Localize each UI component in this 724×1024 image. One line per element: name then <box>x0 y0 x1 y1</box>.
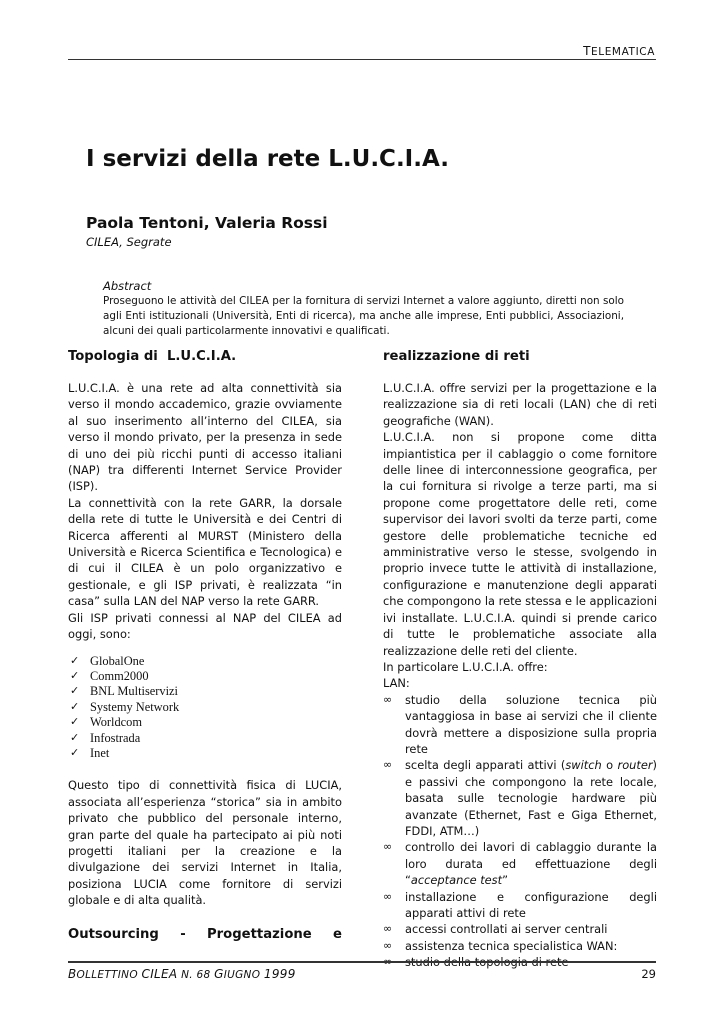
paragraph: L.U.C.I.A. è una rete ad alta connettività sia verso il mondo accademico, grazie ovviamente al suo inserimento all’interno del CILEA, sia verso il mondo privato, per la presenza in sede di uno dei più ricchi punti di accesso italiani (NAP) tra differenti Internet Service Provider (ISP). <box>68 381 342 494</box>
paragraph: L.U.C.I.A. non si propone come ditta impiantistica per il cablaggio o come fornitore delle linee di interconnessione geografica, per la cui fornitura si rivolge a terze parti, ma si propone come progettatore delle reti, come supervisor dei lavori svolti da terze parti, come gestore delle problematiche tecniche ed amministrative verso le stesse, svolgendo in proprio invece tutte le attività di installazione, configurazione e manutenzione degli apparati che compongono la rete stessa e le applicazioni ivi installate. L.U.C.I.A. quindi si prende carico di tutte le problematiche associate alla realizzazione delle reti del cliente. <box>383 430 657 658</box>
article-title: I servizi della rete L.U.C.I.A. <box>86 146 449 172</box>
article-authors: Paola Tentoni, Valeria Rossi <box>86 214 328 232</box>
infinity-bullet-icon: ∞ <box>383 758 393 772</box>
infinity-bullet-icon: ∞ <box>383 840 393 854</box>
checkmark-icon: ✓ <box>70 700 80 713</box>
paragraph: In particolare L.U.C.I.A. offre: <box>383 659 548 674</box>
abstract-label: Abstract <box>103 279 152 293</box>
list-item: ∞ installazione e configurazione degli apparati attivi di rete <box>383 889 657 920</box>
paragraph: Questo tipo di connettività fisica di LUCIA, associata all’esperienza “storica” sia in ambito privato che pubblico del personale interno, gran parte del quale ha partecipato ai più noti progetti italiani per la creazione e la divulgazione dei servizi Internet in Italia, posiziona LUCIA come fornitore di servizi globale e di alta qualità. <box>68 778 342 908</box>
abstract-block <box>103 279 624 339</box>
paragraph: L.U.C.I.A. offre servizi per la progettazione e la realizzazione sia di reti locali (LAN) che di reti geografiche (WAN). <box>383 381 657 428</box>
services-list <box>383 692 657 971</box>
list-item: ∞ assistenza tecnica specialistica WAN: <box>383 938 618 953</box>
list-item: ✓ GlobalOne <box>70 653 145 668</box>
page-number: 29 <box>641 967 656 981</box>
checkmark-icon: ✓ <box>70 731 80 744</box>
list-item: ∞ controllo dei lavori di cablaggio durante la loro durata ed effettuazione degli “acceptance test” <box>383 840 657 888</box>
list-item: ∞ studio della soluzione tecnica più vantaggiosa in base ai servizi che il cliente dovrà mettere a disposizione sulla propria rete <box>383 692 657 756</box>
infinity-bullet-icon: ∞ <box>383 938 393 952</box>
list-item: ✓ Comm2000 <box>70 668 149 683</box>
section-heading-topologia: Topologia di L.U.C.I.A. <box>68 349 237 364</box>
list-item: ∞ accessi controllati ai server centrali <box>383 922 608 937</box>
article-affiliation: CILEA, Segrate <box>86 235 172 249</box>
abstract-text: Proseguono le attività del CILEA per la fornitura di servizi Internet a valore aggiunto, diretti non solo agli Enti istituzionali (Università, Enti di ricerca), ma anche alle imprese, Enti pubblici, Associazioni, alcuni dei quali particolarmente innovativi e qualificati. <box>103 295 624 337</box>
list-item: ✓ Worldcom <box>70 715 142 730</box>
infinity-bullet-icon: ∞ <box>383 889 393 903</box>
infinity-bullet-icon: ∞ <box>383 692 393 706</box>
left-column <box>68 348 342 944</box>
lan-label: LAN: <box>383 676 410 691</box>
list-item: ✓ Inet <box>70 745 110 760</box>
section-heading-realizzazione: realizzazione di reti <box>383 349 530 364</box>
header-rule <box>68 59 656 60</box>
infinity-bullet-icon: ∞ <box>383 955 393 969</box>
checkmark-icon: ✓ <box>70 746 80 759</box>
right-column <box>383 348 657 971</box>
section-heading-outsourcing: Outsourcing - Progettazione e <box>68 926 342 942</box>
checkmark-icon: ✓ <box>70 685 80 698</box>
checkmark-icon: ✓ <box>70 654 80 667</box>
list-item: ✓ Infostrada <box>70 730 141 745</box>
isp-list <box>68 654 342 762</box>
list-item: ∞ scelta degli apparati attivi (switch o router) e passivi che compongono la rete locale, basata sulle tecnologie hardware più avanzate (Ethernet, Fast e Giga Ethernet, FDDI, ATM…) <box>383 758 657 838</box>
paragraph: Gli ISP privati connessi al NAP del CILEA ad oggi, sono: <box>68 610 342 642</box>
footer-rule <box>68 961 656 963</box>
list-item: ✓ BNL Multiservizi <box>70 684 178 699</box>
list-item: ✓ Systemy Network <box>70 699 180 714</box>
running-header: TELEMATICA <box>583 44 655 58</box>
infinity-bullet-icon: ∞ <box>383 922 393 936</box>
list-item: ∞ studio della topologia di rete <box>383 955 569 970</box>
checkmark-icon: ✓ <box>70 669 80 682</box>
footer-publication: BOLLETTINO CILEA N. 68 GIUGNO 1999 <box>68 967 296 981</box>
paragraph: La connettività con la rete GARR, la dorsale della rete di tutte le Università e dei Centri di Ricerca afferenti al MURST (Ministero della Università e Ricerca Scientifica e Tecnologica) e di cui il CILEA è un polo organizzativo e gestionale, e gli ISP privati, è realizzata “in casa” sulla LAN del NAP verso la rete GARR. <box>68 495 342 609</box>
checkmark-icon: ✓ <box>70 716 80 729</box>
